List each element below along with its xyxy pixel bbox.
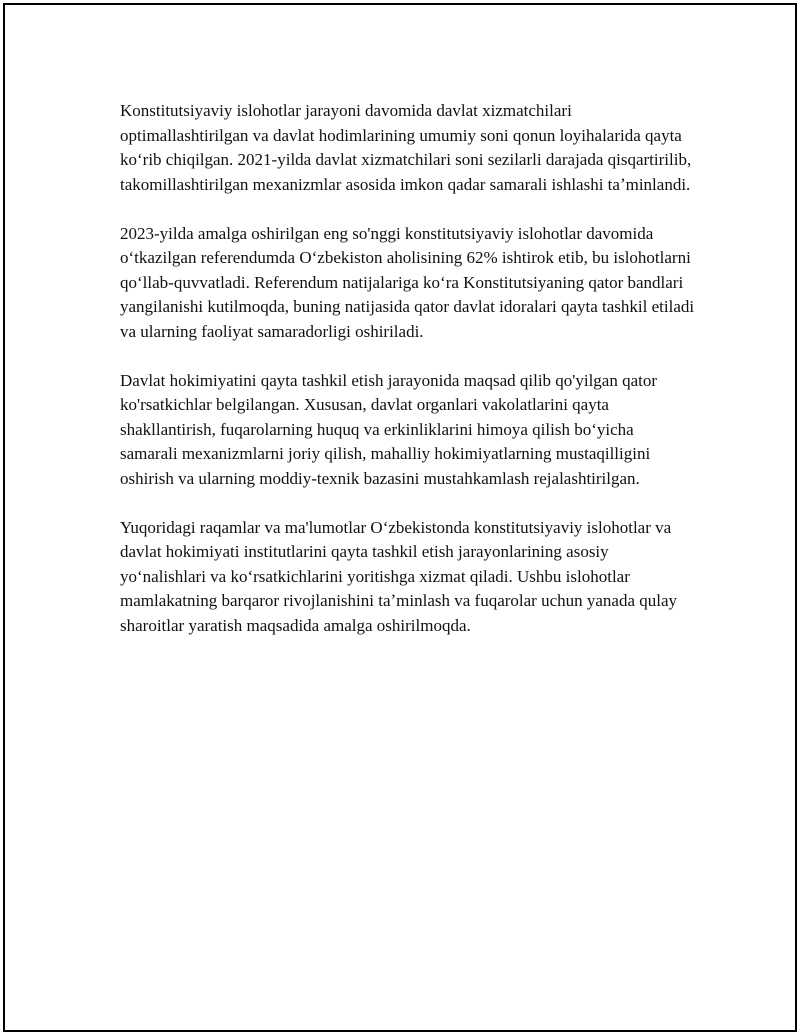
paragraph-4: Yuqoridagi raqamlar va ma'lumotlar Oʻzbekistonda konstitutsiyaviy islohotlar va davlat hokimiyati institutlarini qayta tashkil etish jarayonlarining asosiy yoʻnalishlari va koʻrsatkichlarini yoritishga xizmat qiladi. Ushbu islohotlar mamlakatning barqaror rivojlanishini taʼminlash va fuqarolar uchun yanada qulay sharoitlar yaratish maqsadida amalga oshirilmoqda. [120,517,678,635]
paragraph-1: Konstitutsiyaviy islohotlar jarayoni davomida davlat xizmatchilari optimallashtirilgan va davlat hodimlarining umumiy soni qonun loyihalarida qayta koʻrib chiqilgan. 2021-yilda davlat xizmatchilari soni sezilarli darajada qisqartirilib, takomillashtirilgan mexanizmlar asosida imkon qadar samarali ishlashi taʼminlandi. [120,101,692,194]
paragraph-2: 2023-yilda amalga oshirilgan eng so'nggi konstitutsiyaviy islohotlar davomida oʻtkazilgan referendumda Oʻzbekiston aholisining 62% ishtirok etib, bu islohotlarni qoʻllab-quvvatladi. Referendum natijalariga koʻra Konstitutsiyaning qator bandlari yangilanishi kutilmoqda, buning natijasida qator davlat idoralari qayta tashkil etiladi va ularning faoliyat samaradorligi oshiriladi. [120,223,695,341]
document-page [3,3,797,1032]
document-body [120,99,695,663]
paragraph-3: Davlat hokimiyatini qayta tashkil etish jarayonida maqsad qilib qo'yilgan qator ko'rsatkichlar belgilangan. Xususan, davlat organlari vakolatlarini qayta shakllantirish, fuqarolarning huquq va erkinliklarini himoya qilish boʻyicha samarali mexanizmlarni joriy qilish, mahalliy hokimiyatlarning mustaqilligini oshirish va ularning moddiy-texnik bazasini mustahkamlash rejalashtirilgan. [120,370,658,488]
